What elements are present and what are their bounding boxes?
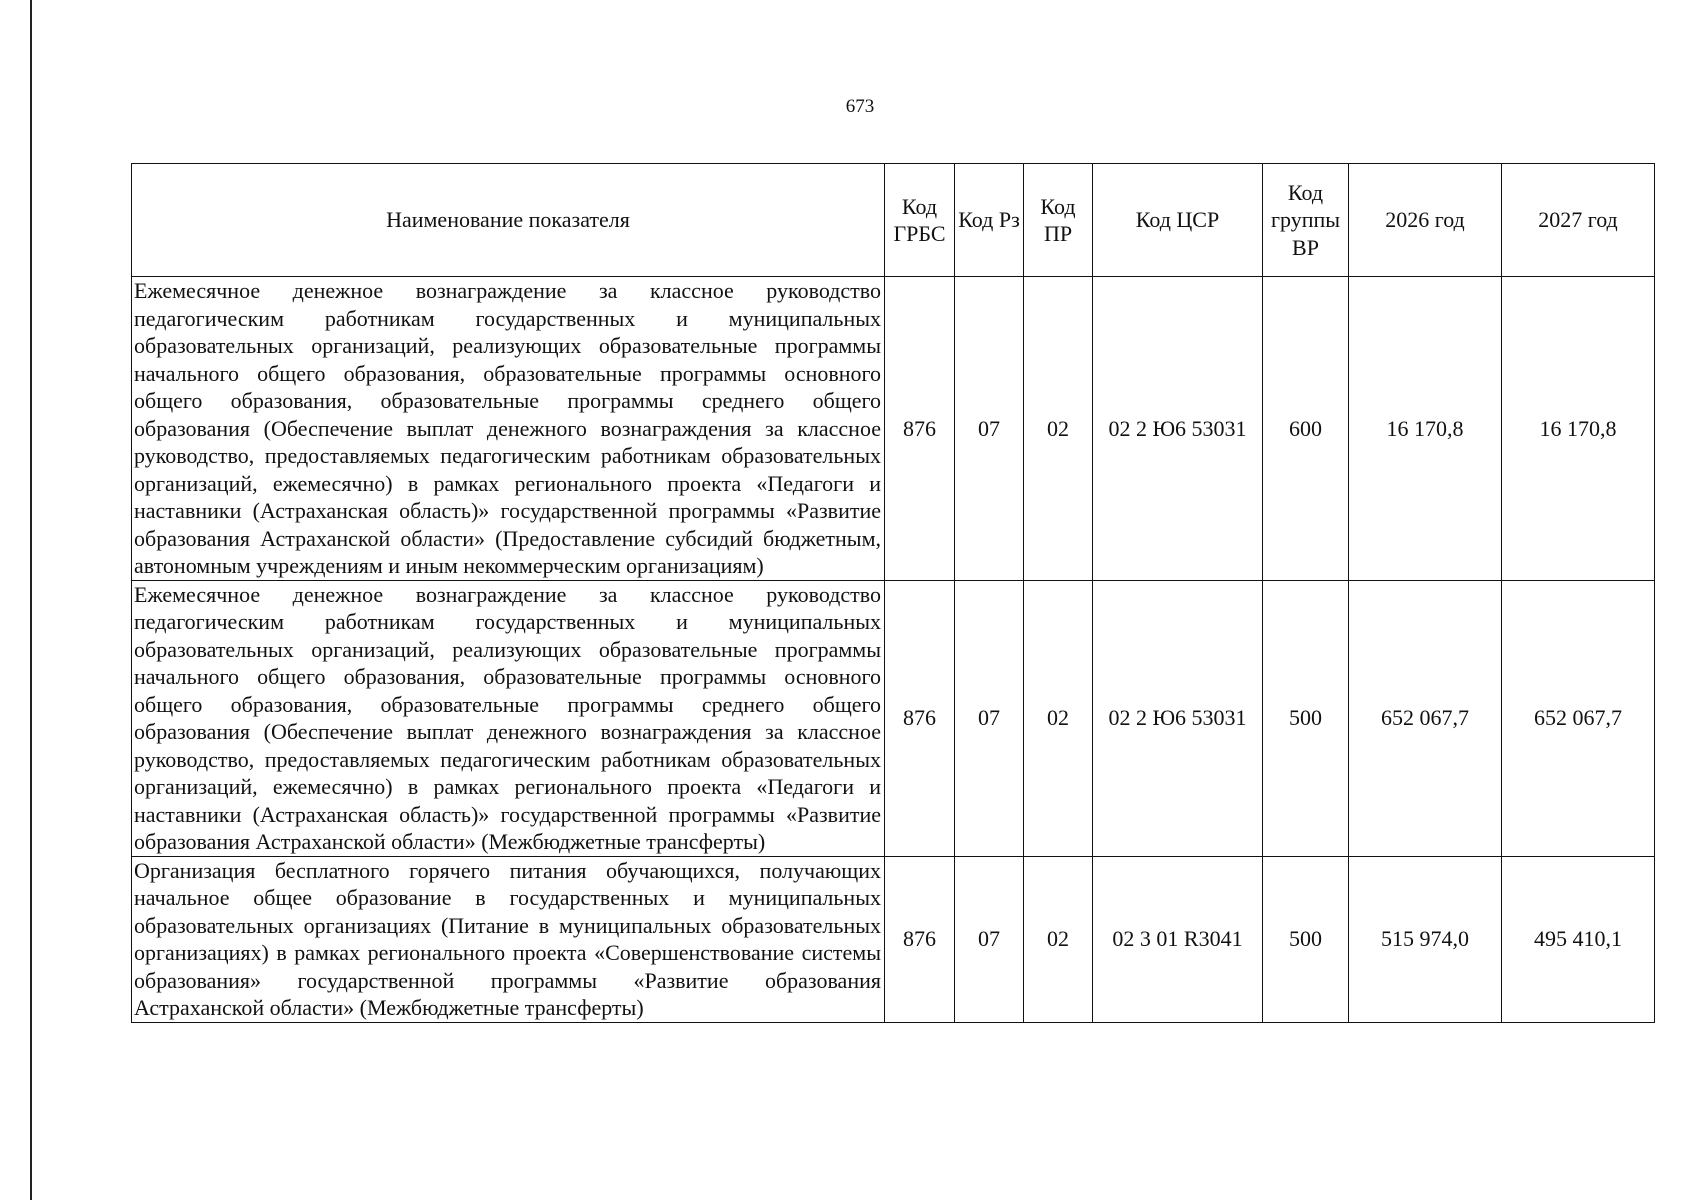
row-pr: 02 [1024,277,1093,581]
row-rz: 07 [955,856,1024,1022]
table-row [132,856,1655,1022]
table-row [132,277,1655,581]
table-row [132,580,1655,856]
header-rz: Код Рз [955,164,1024,277]
row-2026: 515 974,0 [1349,856,1502,1022]
row-2027: 495 410,1 [1502,856,1655,1022]
header-2026: 2026 год [1349,164,1502,277]
row-rz: 07 [955,580,1024,856]
header-grbs: Код ГРБС [885,164,955,277]
row-csr: 02 2 Ю6 53031 [1093,580,1263,856]
row-csr: 02 2 Ю6 53031 [1093,277,1263,581]
header-row [132,164,1655,277]
row-grbs: 876 [885,277,955,581]
row-name: Организация бесплатного горячего питания обучающихся, получающих начальное общее образование в государственных и муниципальных образовательных организациях (Питание в муниципальных образовательных организациях) в рамках регионального проекта «Совершенствование системы образования» государственной программы «Развитие образования Астраханской области» (Межбюджетные трансферты) [132,856,885,1022]
table-header [132,164,1655,277]
header-name: Наименование показателя [132,164,885,277]
header-csr: Код ЦСР [1093,164,1263,277]
page-number: 673 [845,96,875,117]
row-2027: 16 170,8 [1502,277,1655,581]
row-vr: 500 [1263,856,1349,1022]
row-name: Ежемесячное денежное вознаграждение за классное руководство педагогическим работникам государственных и муниципальных образовательных организаций, реализующих образовательные программы начального общего образования, образовательные программы основного общего образования, образовательные программы среднего общего образования (Обеспечение выплат денежного вознаграждения за классное руководство, предоставляемых педагогическим работникам образовательных организаций, ежемесячно) в рамках регионального проекта «Педагоги и наставники (Астраханская область)» государственной программы «Развитие образования Астраханской области» (Предоставление субсидий бюджетным, автономным учреждениям и иным некоммерческим организациям) [132,277,885,581]
table-body [132,277,1655,1023]
header-vr: Код группы ВР [1263,164,1349,277]
row-name: Ежемесячное денежное вознаграждение за классное руководство педагогическим работникам государственных и муниципальных образовательных организаций, реализующих образовательные программы начального общего образования, образовательные программы основного общего образования, образовательные программы среднего общего образования (Обеспечение выплат денежного вознаграждения за классное руководство, предоставляемых педагогическим работникам образовательных организаций, ежемесячно) в рамках регионального проекта «Педагоги и наставники (Астраханская область)» государственной программы «Развитие образования Астраханской области» (Межбюджетные трансферты) [132,580,885,856]
row-vr: 600 [1263,277,1349,581]
row-2026: 652 067,7 [1349,580,1502,856]
row-2026: 16 170,8 [1349,277,1502,581]
row-pr: 02 [1024,856,1093,1022]
row-grbs: 876 [885,580,955,856]
header-2027: 2027 год [1502,164,1655,277]
row-csr: 02 3 01 R3041 [1093,856,1263,1022]
row-2027: 652 067,7 [1502,580,1655,856]
header-pr: Код ПР [1024,164,1093,277]
budget-table [131,163,1655,1023]
row-grbs: 876 [885,856,955,1022]
row-rz: 07 [955,277,1024,581]
binding-margin-line [30,0,32,1200]
row-vr: 500 [1263,580,1349,856]
row-pr: 02 [1024,580,1093,856]
